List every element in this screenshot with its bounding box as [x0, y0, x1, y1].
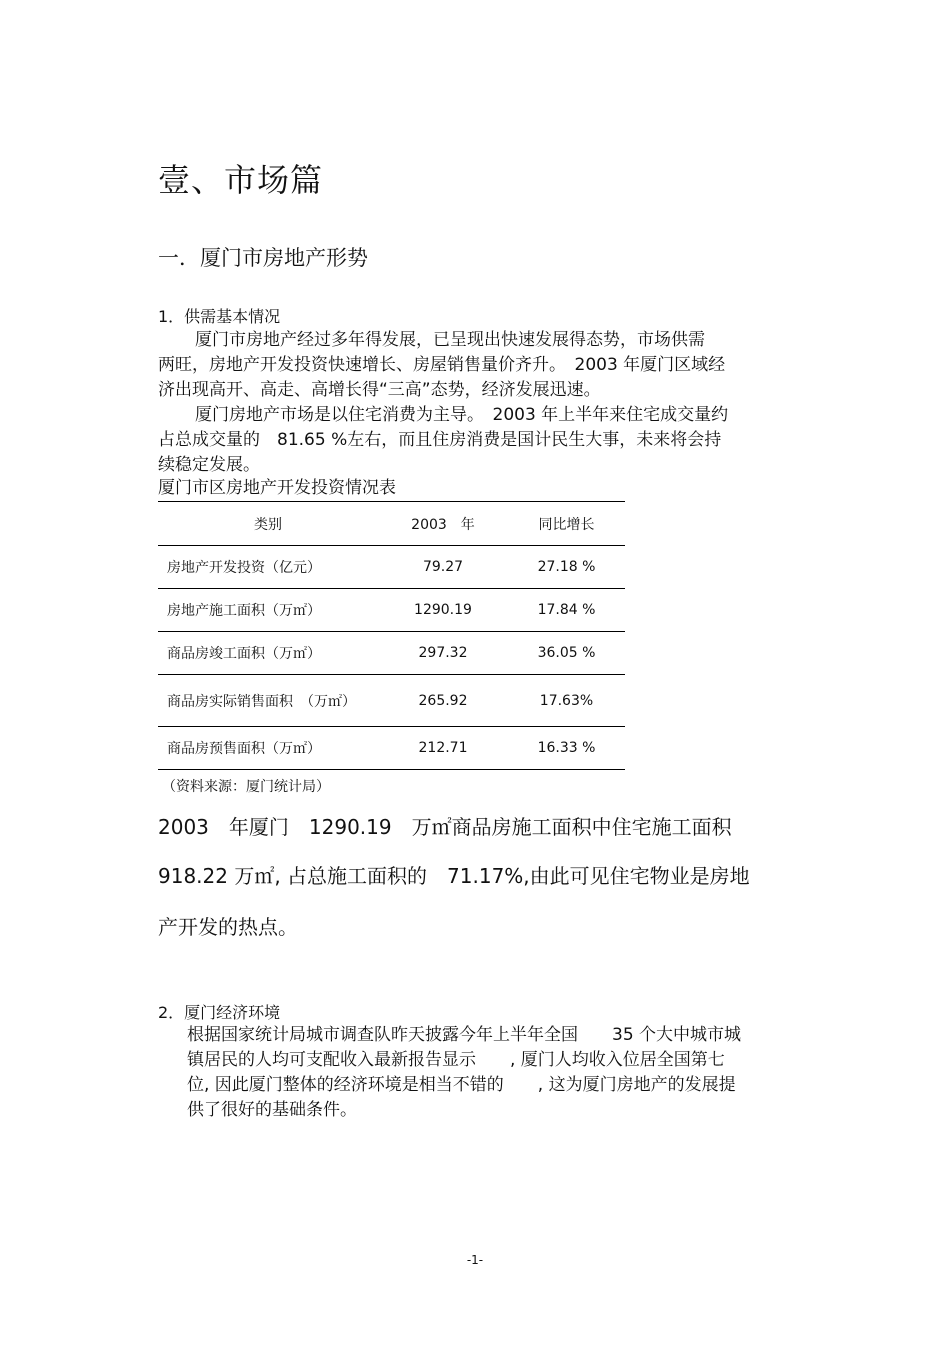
cell-growth: 16.33 % — [537, 740, 596, 756]
header-category: 类别 — [158, 502, 378, 546]
header-year: 2003 年 — [378, 502, 508, 546]
investment-table — [158, 501, 625, 770]
cell-category: 商品房预售面积（万㎡） — [167, 741, 321, 757]
cell-category: 商品房竣工面积（万㎡） — [167, 646, 321, 662]
cell-category: 房地产施工面积（万㎡） — [167, 603, 321, 619]
paragraph-line: 续稳定发展。 — [158, 455, 260, 475]
table-row — [158, 589, 625, 632]
page-number: -1- — [466, 1253, 484, 1267]
highlight-line: 2003 年厦门 1290.19 万㎡商品房施工面积中住宅施工面积 — [158, 815, 732, 839]
table-caption: 厦门市区房地产开发投资情况表 — [158, 478, 396, 498]
cell-value: 212.71 — [418, 740, 468, 756]
highlight-line: 产开发的热点。 — [158, 915, 298, 939]
table-row — [158, 546, 625, 589]
cell-category: 商品房实际销售面积 （万㎡） — [167, 693, 356, 710]
table-source: （资料来源：厦门统计局） — [162, 779, 330, 795]
subsection-heading: 1．供需基本情况 — [158, 307, 281, 326]
paragraph-line: 占总成交量的 81.65 %左右，而且住房消费是国计民生大事，未来将会持 — [158, 430, 722, 450]
table-row — [158, 675, 625, 727]
paragraph-line: 厦门房地产市场是以住宅消费为主导。 2003 年上半年来住宅成交量约 — [195, 405, 729, 425]
cell-category: 房地产开发投资（亿元） — [167, 560, 321, 576]
header-growth: 同比增长 — [508, 502, 625, 546]
paragraph-line: 根据国家统计局城市调查队昨天披露今年上半年全国 35 个大中城市城 — [187, 1025, 742, 1045]
subsection-heading: 2．厦门经济环境 — [158, 1003, 281, 1022]
table-row — [158, 727, 625, 770]
paragraph-line: 两旺，房地产开发投资快速增长、房屋销售量价齐升。 2003 年厦门区域经 — [158, 355, 726, 375]
paragraph-line: 厦门市房地产经过多年得发展，已呈现出快速发展得态势，市场供需 — [195, 330, 705, 350]
paragraph-line: 位, 因此厦门整体的经济环境是相当不错的 , 这为厦门房地产的发展提 — [187, 1075, 736, 1095]
cell-value: 1290.19 — [414, 602, 472, 618]
cell-growth: 36.05 % — [537, 645, 596, 661]
cell-value: 265.92 — [418, 692, 468, 709]
paragraph-line: 供了很好的基础条件。 — [187, 1100, 357, 1120]
paragraph-line: 镇居民的人均可支配收入最新报告显示 , 厦门人均收入位居全国第七 — [187, 1050, 725, 1070]
table-header-row — [158, 502, 625, 546]
cell-value: 297.32 — [418, 645, 468, 661]
chapter-title: 壹、市场篇 — [158, 161, 324, 199]
cell-value: 79.27 — [422, 559, 464, 575]
paragraph-line: 济出现高开、高走、高增长得“三高”态势，经济发展迅速。 — [158, 380, 601, 400]
cell-growth: 27.18 % — [537, 559, 596, 575]
highlight-line: 918.22 万㎡, 占总施工面积的 71.17%,由此可见住宅物业是房地 — [158, 864, 750, 888]
cell-growth: 17.63% — [539, 692, 594, 709]
cell-growth: 17.84 % — [537, 602, 596, 618]
section-title: 一．厦门市房地产形势 — [158, 246, 368, 270]
table-row — [158, 632, 625, 675]
